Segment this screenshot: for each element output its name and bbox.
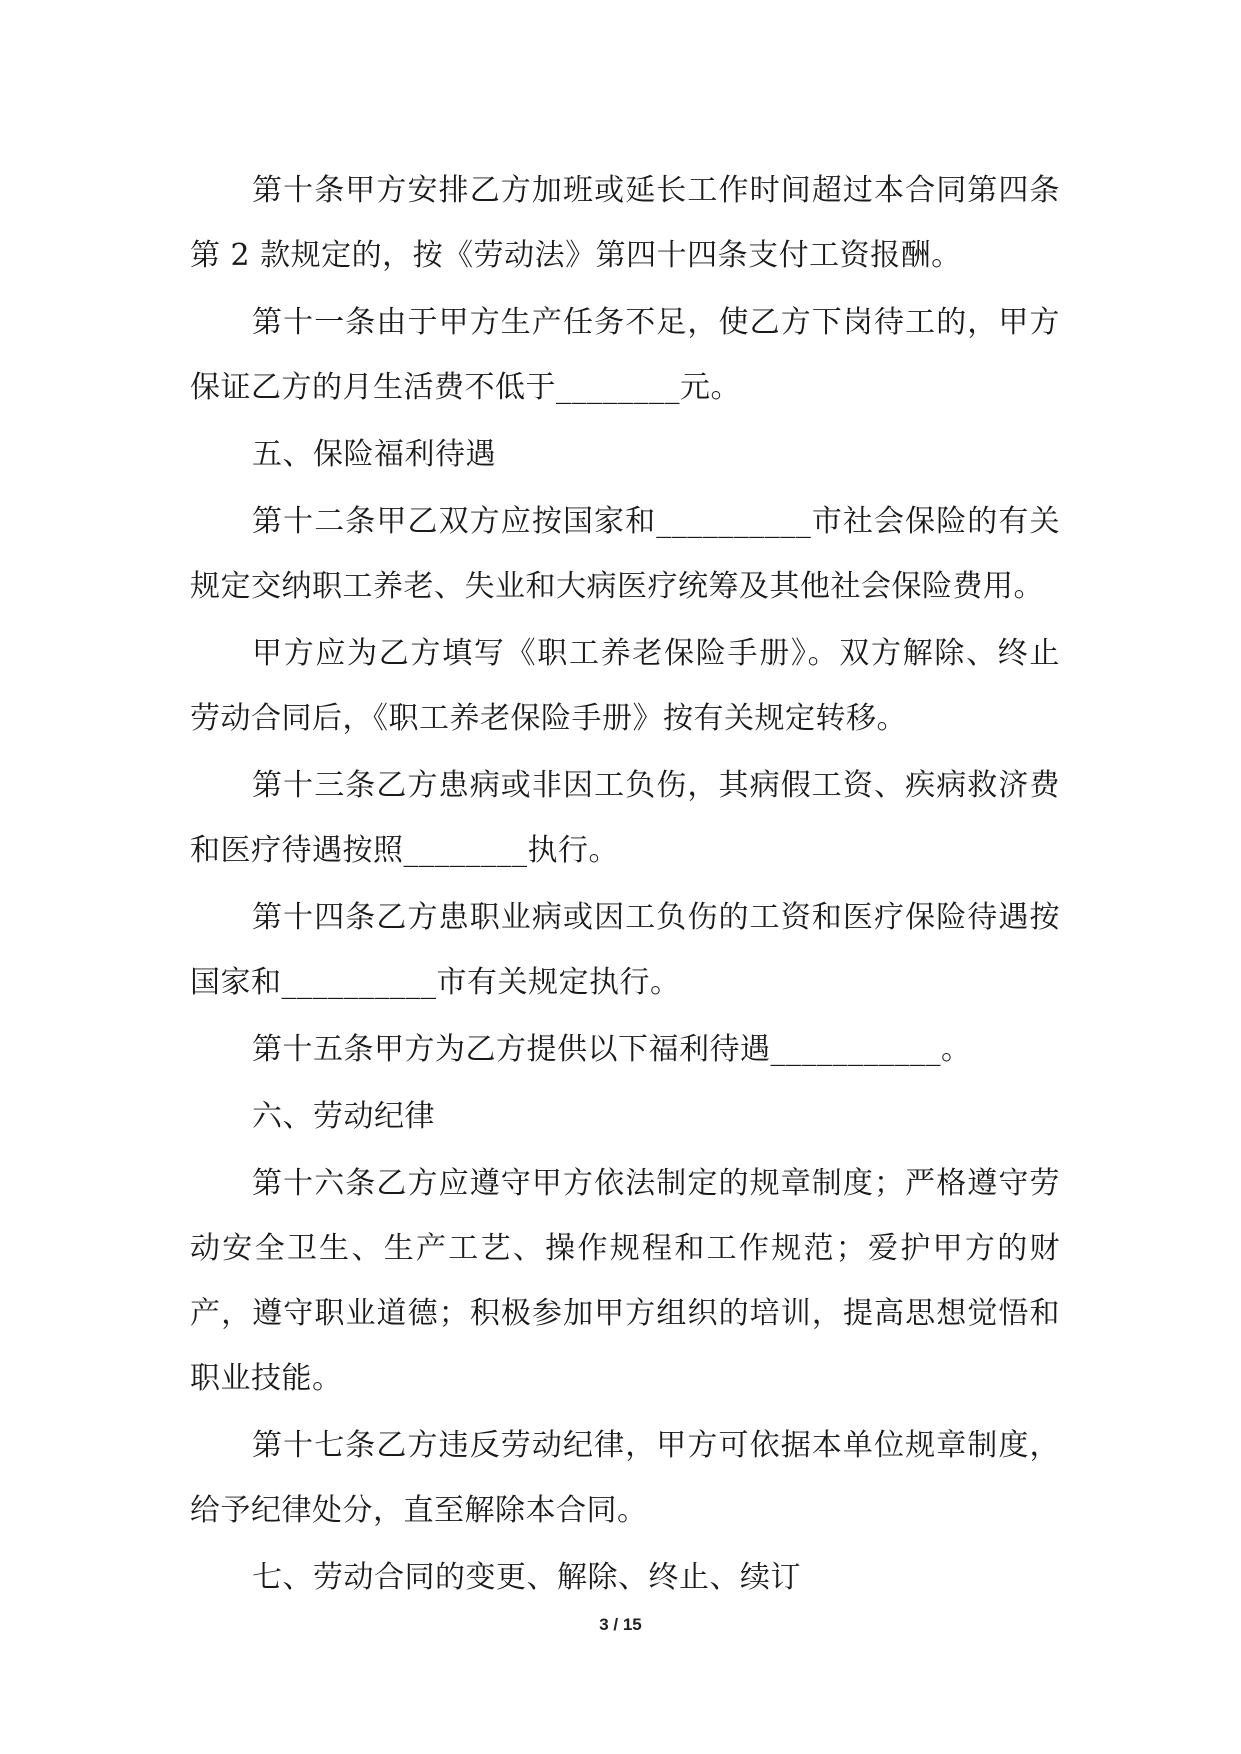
article-17: 第十七条乙方违反劳动纪律，甲方可依据本单位规章制度，给予纪律处分，直至解除本合同。 <box>190 1428 1060 1528</box>
article-15: 第十五条甲方为乙方提供以下福利待遇___________。 <box>252 1032 972 1067</box>
section-heading-contract-changes: 七、劳动合同的变更、解除、终止、续订 <box>252 1560 801 1595</box>
article-11: 第十一条由于甲方生产任务不足，使乙方下岗待工的，甲方保证乙方的月生活费不低于________元。 <box>190 305 1060 405</box>
article-12-continued: 甲方应为乙方填写《职工养老保险手册》。双方解除、终止劳动合同后，《职工养老保险手册》按有关规定转移。 <box>190 636 1060 736</box>
section-heading-insurance: 五、保险福利待遇 <box>252 437 496 472</box>
article-10: 第十条甲方安排乙方加班或延长工作时间超过本合同第四条第 2 款规定的，按《劳动法》第四十四条支付工资报酬。 <box>190 173 1060 273</box>
page-number: 3 / 15 <box>599 1615 642 1634</box>
article-12: 第十二条甲乙双方应按国家和__________市社会保险的有关规定交纳职工养老、失业和大病医疗统筹及其他社会保险费用。 <box>190 504 1060 604</box>
article-14: 第十四条乙方患职业病或因工负伤的工资和医疗保险待遇按国家和__________市有关规定执行。 <box>190 900 1060 1000</box>
article-16: 第十六条乙方应遵守甲方依法制定的规章制度；严格遵守劳动安全卫生、生产工艺、操作规程和工作规范；爱护甲方的财产，遵守职业道德；积极参加甲方组织的培训，提高思想觉悟和职业技能。 <box>190 1166 1060 1396</box>
document-body <box>190 158 1060 1612</box>
article-13: 第十三条乙方患病或非因工负伤，其病假工资、疾病救济费和医疗待遇按照________执行。 <box>190 768 1060 868</box>
section-heading-discipline: 六、劳动纪律 <box>252 1099 435 1134</box>
